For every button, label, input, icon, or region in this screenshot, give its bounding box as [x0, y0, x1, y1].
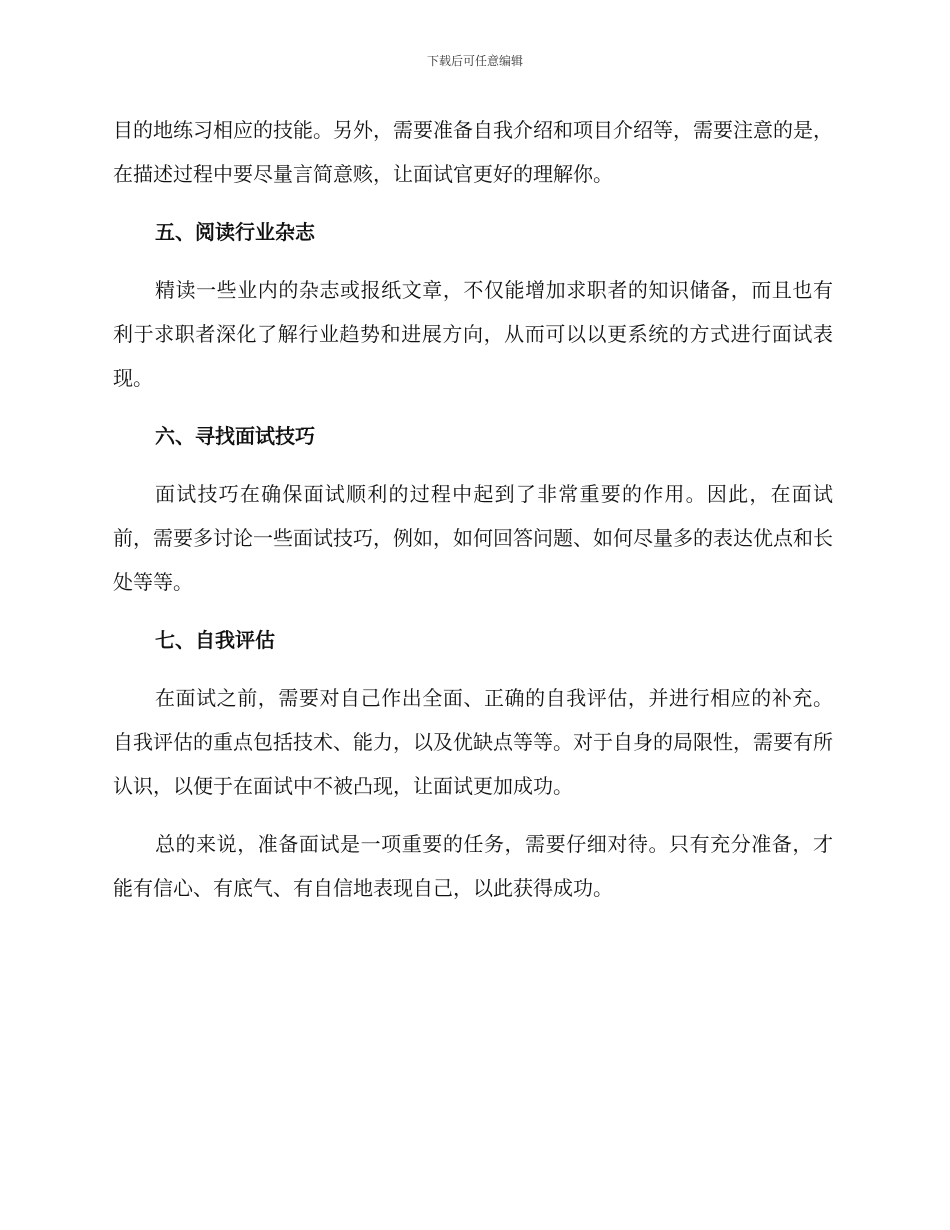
section-heading-reading: 五、阅读行业杂志 — [155, 220, 315, 244]
section-body-techniques: 面试技巧在确保面试顺利的过程中起到了非常重要的作用。因此，在面试前，需要多讨论一些面试技巧，例如，如何回答问题、如何尽量多的表达优点和长处等等。 — [113, 482, 833, 594]
document-body — [113, 108, 833, 910]
conclusion-paragraph: 总的来说，准备面试是一项重要的任务，需要仔细对待。只有充分准备，才能有信心、有底气、有自信地表现自己，以此获得成功。 — [113, 832, 833, 900]
page-header-note: 下载后可任意编辑 — [426, 54, 523, 68]
intro-paragraph: 目的地练习相应的技能。另外，需要准备自我介绍和项目介绍等，需要注意的是，在描述过程中要尽量言简意赅，让面试官更好的理解你。 — [113, 118, 833, 186]
section-heading-self-assessment: 七、自我评估 — [155, 628, 275, 652]
section-body-reading: 精读一些业内的杂志或报纸文章，不仅能增加求职者的知识储备，而且也有利于求职者深化了解行业趋势和进展方向，从而可以以更系统的方式进行面试表现。 — [113, 278, 833, 390]
section-body-self-assessment: 在面试之前，需要对自己作出全面、正确的自我评估，并进行相应的补充。自我评估的重点包括技术、能力，以及优缺点等等。对于自身的局限性，需要有所认识，以便于在面试中不被凸现，让面试更加成功。 — [113, 686, 833, 798]
section-heading-techniques: 六、寻找面试技巧 — [155, 424, 315, 448]
